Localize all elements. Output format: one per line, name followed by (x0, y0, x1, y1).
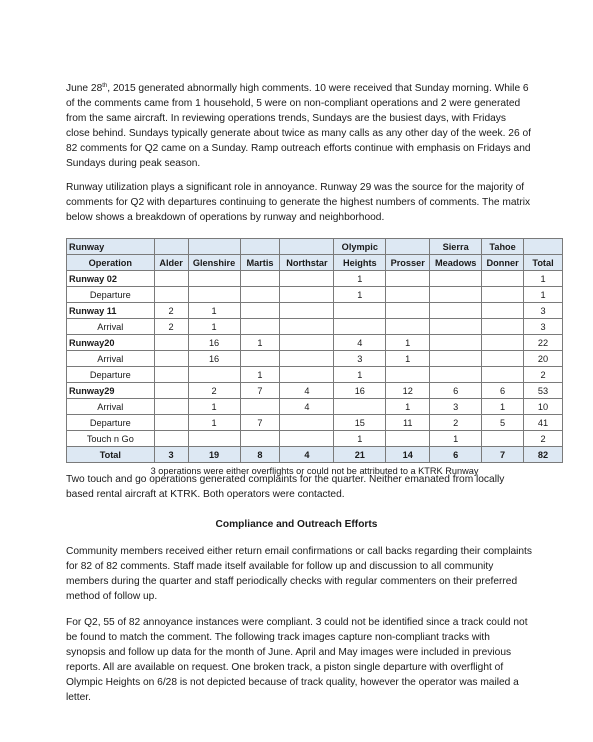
table-cell: 7 (482, 447, 524, 463)
table-cell (188, 239, 240, 255)
paragraph-community-follow-up: Community members received either return email confirmations or call backs regarding their complaints for 82 of 82 comments. Staff made itself available for follow up and discussion to all community members during the quarter and staff periodically checks with regular commenters on their preferred method of follow up. (66, 546, 532, 602)
table-cell (386, 367, 430, 383)
table-cell (154, 383, 188, 399)
table-cell: Meadows (430, 255, 482, 271)
table-cell (386, 319, 430, 335)
table-cell: 4 (280, 399, 334, 415)
table-cell (430, 303, 482, 319)
table-cell: 1 (334, 367, 386, 383)
table-cell: Prosser (386, 255, 430, 271)
table-cell: Glenshire (188, 255, 240, 271)
table-cell (430, 367, 482, 383)
table-cell: 1 (430, 431, 482, 447)
table-cell (430, 319, 482, 335)
table-cell: 1 (386, 351, 430, 367)
table-cell: 6 (482, 383, 524, 399)
table-cell: 3 (334, 351, 386, 367)
table-cell (240, 271, 280, 287)
table-cell: Donner (482, 255, 524, 271)
table-row (67, 271, 563, 287)
table-cell (482, 431, 524, 447)
table-cell (154, 431, 188, 447)
table-cell: 2 (524, 431, 563, 447)
table-cell: 53 (524, 383, 563, 399)
table-cell: Total (524, 255, 563, 271)
table-cell (524, 239, 563, 255)
table-cell: 7 (240, 415, 280, 431)
table-cell: 4 (280, 447, 334, 463)
table-cell (334, 303, 386, 319)
table-cell (188, 271, 240, 287)
section-heading: Compliance and Outreach Efforts (215, 519, 378, 530)
table-cell: Total (67, 447, 155, 463)
table-cell (240, 287, 280, 303)
table-cell: Runway 02 (67, 271, 155, 287)
paragraph-runway-utilization: Runway utilization plays a significant role in annoyance. Runway 29 was the source for the majority of comments for Q2 with departures continuing to generate the highest numbers of comments. The matrix below shows a breakdown of operations by runway and neighborhood. (66, 182, 531, 223)
table-cell: 12 (386, 383, 430, 399)
table-cell (386, 287, 430, 303)
table-cell: Runway 11 (67, 303, 155, 319)
table-cell (280, 303, 334, 319)
table-cell: 10 (524, 399, 563, 415)
paragraph-june-comments (66, 81, 532, 171)
table-cell: 2 (154, 319, 188, 335)
table-cell: 1 (524, 271, 563, 287)
table-cell (280, 287, 334, 303)
table-cell: 20 (524, 351, 563, 367)
table-cell (280, 319, 334, 335)
table-row (67, 383, 563, 399)
table-cell (154, 415, 188, 431)
paragraph-touch-and-go: Two touch and go operations generated complaints for the quarter. Neither emanated from locally based rental aircraft at KTRK. Both operators were contacted. (66, 474, 505, 500)
table-header-row (67, 239, 563, 255)
table-cell (280, 415, 334, 431)
table-cell: 22 (524, 335, 563, 351)
table-cell (334, 399, 386, 415)
table-cell: 1 (524, 287, 563, 303)
table-cell: 1 (188, 319, 240, 335)
table-cell: 15 (334, 415, 386, 431)
table-cell: Northstar (280, 255, 334, 271)
table-cell (386, 431, 430, 447)
paragraph-text: June 28 (66, 83, 103, 94)
table-cell (240, 431, 280, 447)
table-cell: 2 (430, 415, 482, 431)
table-total-row (67, 447, 563, 463)
table-cell: 3 (154, 447, 188, 463)
table-cell: Martis (240, 255, 280, 271)
table-footnote: 3 operations were either overflights or could not be attributed to a KTRK Runway (67, 463, 563, 479)
table-cell (188, 287, 240, 303)
table-cell (240, 351, 280, 367)
table-cell: 2 (154, 303, 188, 319)
table-cell: 19 (188, 447, 240, 463)
table-cell (386, 239, 430, 255)
table-cell (482, 351, 524, 367)
table-cell (188, 431, 240, 447)
table-cell (430, 287, 482, 303)
table-row (67, 287, 563, 303)
table-cell: 3 (524, 303, 563, 319)
table-cell: 41 (524, 415, 563, 431)
table-row (67, 303, 563, 319)
table-cell (482, 287, 524, 303)
table-row (67, 335, 563, 351)
table-cell (482, 367, 524, 383)
table-cell (280, 239, 334, 255)
table-row (67, 431, 563, 447)
table-cell (482, 319, 524, 335)
table-cell: 1 (334, 287, 386, 303)
table-row (67, 399, 563, 415)
table-cell (482, 335, 524, 351)
table-cell: Runway29 (67, 383, 155, 399)
table-cell: 1 (188, 399, 240, 415)
table-cell (482, 271, 524, 287)
table-cell: 1 (240, 367, 280, 383)
table-cell: 1 (334, 431, 386, 447)
table-cell: 16 (188, 335, 240, 351)
table-cell: 1 (386, 399, 430, 415)
table-cell (280, 335, 334, 351)
table-cell: 8 (240, 447, 280, 463)
table-cell: Departure (67, 287, 155, 303)
table-cell: Tahoe (482, 239, 524, 255)
table-cell: 1 (386, 335, 430, 351)
table-cell (240, 239, 280, 255)
table-cell (154, 239, 188, 255)
paragraph-compliance-q2: For Q2, 55 of 82 annoyance instances were compliant. 3 could not be identified since a track could not be found to match the comment. The following track images capture non-compliant tracks with synopsis and follow up data for the month of June. April and May images were included in previous reports. All are available on request. One broken track, a piston single departure with overflight of Olympic Heights on 6/28 is not depicted because of track quality, however the operator was mailed a letter. (66, 617, 528, 703)
table-cell (280, 367, 334, 383)
table-cell: 2 (524, 367, 563, 383)
table-cell (240, 399, 280, 415)
table-cell: 1 (482, 399, 524, 415)
table-cell (430, 271, 482, 287)
table-row (67, 319, 563, 335)
table-cell (386, 271, 430, 287)
table-cell: Departure (67, 367, 155, 383)
table-cell (188, 367, 240, 383)
superscript-ordinal: th (102, 83, 108, 89)
table-cell: 14 (386, 447, 430, 463)
table-cell (280, 271, 334, 287)
table-cell: 1 (188, 303, 240, 319)
table-cell (240, 319, 280, 335)
table-cell: 2 (188, 383, 240, 399)
table-cell (430, 335, 482, 351)
table-cell (240, 303, 280, 319)
table-cell: 6 (430, 383, 482, 399)
table-cell: Olympic (334, 239, 386, 255)
table-cell: Arrival (67, 351, 155, 367)
table-cell (386, 303, 430, 319)
table-cell (280, 351, 334, 367)
table-cell: Touch n Go (67, 431, 155, 447)
table-cell: Operation (67, 255, 155, 271)
table-cell: 4 (334, 335, 386, 351)
table-cell: 1 (188, 415, 240, 431)
table-cell: Runway (67, 239, 155, 255)
table-row (67, 415, 563, 431)
table-cell: 21 (334, 447, 386, 463)
table-cell: Arrival (67, 399, 155, 415)
table-cell (154, 351, 188, 367)
table-cell (430, 351, 482, 367)
table-row (67, 351, 563, 367)
table-cell: 4 (280, 383, 334, 399)
table-cell: 82 (524, 447, 563, 463)
table-cell (154, 335, 188, 351)
table-cell (334, 319, 386, 335)
table-cell: 7 (240, 383, 280, 399)
table-cell: 5 (482, 415, 524, 431)
table-cell: 1 (240, 335, 280, 351)
table-cell: Runway20 (67, 335, 155, 351)
table-cell (154, 287, 188, 303)
table-cell (154, 399, 188, 415)
paragraph-text: , 2015 generated abnormally high comments. 10 were received that Sunday morning. While 6 of the comments came from 1 household, 5 were on non-compliant operations and 2 were generated from the same aircraft. In reviewing operations trends, Sundays are the busiest days, with Fridays close behind. Sundays typically generate about twice as many calls as any other day of the week. 26 of 82 comments for Q2 came on a Sunday. Ramp outreach efforts continue with emphasis on Fridays and Sundays during peak season. (66, 83, 531, 169)
table-cell: Sierra (430, 239, 482, 255)
table-cell (154, 367, 188, 383)
table-cell: 11 (386, 415, 430, 431)
table-cell: Heights (334, 255, 386, 271)
table-cell: 16 (334, 383, 386, 399)
table-cell: Arrival (67, 319, 155, 335)
table-cell: 6 (430, 447, 482, 463)
table-header-row (67, 255, 563, 271)
table-cell: 3 (430, 399, 482, 415)
runway-neighborhood-matrix (66, 238, 563, 478)
table-cell (154, 271, 188, 287)
table-row (67, 367, 563, 383)
table-cell (280, 431, 334, 447)
table-cell (482, 303, 524, 319)
table-cell: Alder (154, 255, 188, 271)
table-cell: 16 (188, 351, 240, 367)
table-cell: Departure (67, 415, 155, 431)
table-cell: 3 (524, 319, 563, 335)
table-cell: 1 (334, 271, 386, 287)
